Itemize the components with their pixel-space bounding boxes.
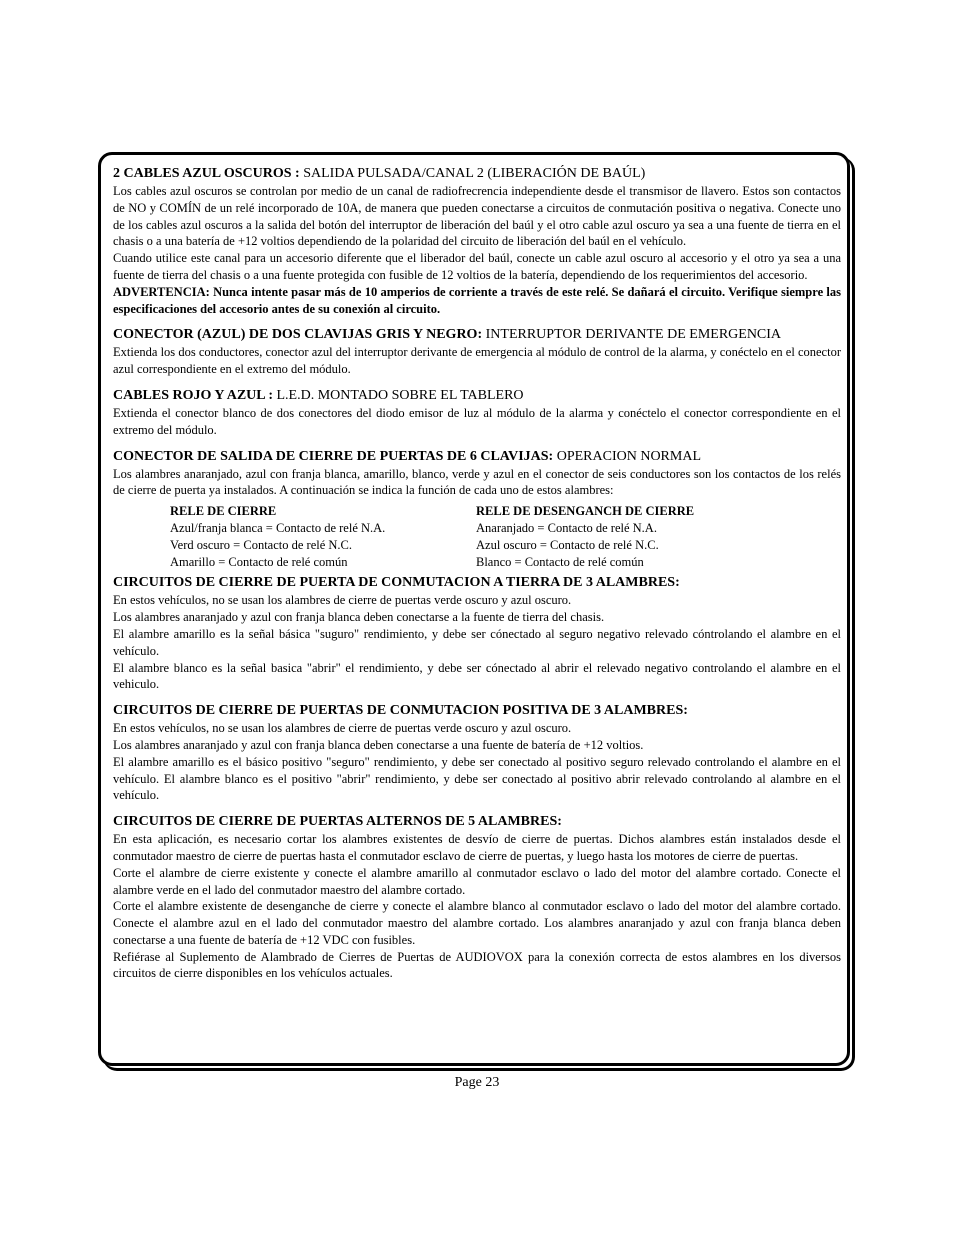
section-heading: CONECTOR DE SALIDA DE CIERRE DE PUERTAS DE 6 CLAVIJAS: OPERACION NORMAL (113, 448, 702, 464)
relay-line: Verd oscuro = Contacto de relé N.C. (170, 537, 353, 552)
section-heading: CONECTOR (AZUL) DE DOS CLAVIJAS GRIS Y NEGRO: INTERRUPTOR DERIVANTE DE EMERGENCIA (113, 327, 782, 343)
paragraph: En estos vehículos, no se usan los alambres de cierre de puertas verde oscuro y azul oscuro. (113, 593, 572, 608)
paragraph: Los cables azul oscuros se controlan por medio de un canal de radiofrecrencia independiente desde el transmisor de llavero. Estos son contactos de NO y COMÍN de un relé incorporado de 10A, de manera que pueden conectarse a circuitos de conmutación positiva o negativa. Conecte uno de los cables azul oscuros a la salida del botón del interruptor de liberación del baúl y el otro cable azul oscuro ya sea a una fuente de tierra en el chasis o a una batería de +12 voltios dependiendo de la polaridad del circuito de liberación del baúl en el vehículo. (113, 184, 841, 249)
page-content (113, 164, 841, 990)
relay-line: Anaranjado = Contacto de relé N.A. (476, 520, 657, 535)
paragraph: En estos vehículos, no se usan los alambres de cierre de puertas verde oscuro y azul oscuro. (113, 721, 572, 736)
relay-line: Blanco = Contacto de relé común (476, 554, 644, 569)
relay-line: Azul oscuro = Contacto de relé N.C. (476, 537, 659, 552)
section-trunk-release (113, 164, 841, 317)
section-heading: CIRCUITOS DE CIERRE DE PUERTA DE CONMUTACION A TIERRA DE 3 ALAMBRES: (113, 575, 680, 591)
relay-lock-column (170, 503, 476, 570)
section-led (113, 386, 841, 439)
relay-line: Azul/franja blanca = Contacto de relé N.A. (170, 520, 386, 535)
section-five-wire (113, 812, 841, 982)
paragraph: Los alambres anaranjado y azul con franja blanca deben conectarse a la fuente de tierra del chasis. (113, 610, 605, 625)
section-positive-switching (113, 701, 841, 804)
paragraph: En esta aplicación, es necesario cortar los alambres existentes de desvío de cierre de puertas. Dichos alambres están instalados desde el conmutador maestro de cierre de puertas hasta el conmutador esclavo de cierre de puertas, y luego hasta los motores de cierre de puertas. (113, 832, 841, 863)
relay-heading: RELE DE DESENGANCH DE CIERRE (476, 504, 695, 519)
page-number: Page 23 (454, 1075, 500, 1090)
paragraph: Extienda el conector blanco de dos conectores del diodo emisor de luz al módulo de la alarma y conéctelo el conector correspondiente en el extremo del módulo. (113, 405, 841, 437)
paragraph: Refiérase al Suplemento de Alambrado de Cierres de Puertas de AUDIOVOX para la conexión correcta de estos alambres en los diversos circuitos de cierre disponibles en los vehículos actuales. (113, 949, 841, 981)
paragraph: Los alambres anaranjado, azul con franja blanca, amarillo, blanco, verde y azul en el conector de seis conductores son los contactos de los relés de cierre de puerta ya instalados. A continuación se indica la función de cada uno de estos alambres: (113, 466, 841, 498)
section-ground-switching (113, 573, 841, 693)
paragraph: Los alambres anaranjado y azul con franja blanca deben conectarse a una fuente de batería de +12 voltios. (113, 737, 644, 752)
relay-line: Amarillo = Contacto de relé común (170, 554, 348, 569)
section-heading: CABLES ROJO Y AZUL : L.E.D. MONTADO SOBRE EL TABLERO (113, 387, 524, 403)
relay-table (170, 503, 841, 570)
relay-unlock-column (476, 503, 782, 570)
relay-heading: RELE DE CIERRE (170, 504, 277, 519)
paragraph: El alambre amarillo es el básico positivo "seguro" rendimiento, y debe ser conectado al positivo seguro relevado controlando el alambre en el vehículo. El alambre blanco es el positivo "abrir" rendimiento, y debe ser conectado al positivo abrir relevado controlando al alambre en el vehículo. (113, 754, 841, 803)
section-emergency-switch (113, 325, 841, 378)
paragraph: El alambre amarillo es la señal básica "suguro" rendimiento, y debe ser cónectado al seguro negativo relevado cóntrolando el alambre en el vehículo. (113, 626, 841, 658)
warning-text: ADVERTENCIA: Nunca intente pasar más de 10 amperios de corriente a través de este relé. Se dañará el circuito. Verifique siempre las especificaciones del accesorio antes de su conexión al circuito. (113, 284, 841, 316)
section-heading: CIRCUITOS DE CIERRE DE PUERTAS DE CONMUTACION POSITIVA DE 3 ALAMBRES: (113, 703, 688, 719)
paragraph: Extienda los dos conductores, conector azul del interruptor derivante de emergencia al módulo de control de la alarma, y conéctelo en el conector azul correspondiente en el extremo del módulo. (113, 345, 841, 377)
section-door-lock-connector (113, 447, 841, 571)
paragraph: Corte el alambre de cierre existente y conecte el alambre amarillo al conmutador esclavo o lado del motor del alambre cortado. Conecte el alambre verde en el lado del conmutador maestro del alambre cortado. (113, 865, 841, 897)
paragraph: Cuando utilice este canal para un accesorio diferente que el liberador del baúl, conecte un cable azul oscuro al accesorio y el otro ya sea a una fuente de tierra del chasis o a una fuente protegida con fusible de 12 voltios de la batería, dependiendo de los requerimientos del accesorio. (113, 251, 841, 282)
section-heading: CIRCUITOS DE CIERRE DE PUERTAS ALTERNOS DE 5 ALAMBRES: (113, 814, 562, 830)
paragraph: Corte el alambre existente de desenganche de cierre y conecte el alambre blanco al conmutador esclavo o lado del motor del alambre cortado. Conecte el alambre azul en el lado del conmutador maestro del alambre cortado. Los alambres anaranjado y azul con franja blanca deben conectarse a una fuente de batería de +12 VDC con fusibles. (113, 899, 841, 947)
paragraph: El alambre blanco es la señal basica "abrir" el rendimiento, y debe ser cónectado al abrir el relevado negativo controlando el alambre en el vehiculo. (113, 660, 841, 692)
section-heading: 2 CABLES AZUL OSCUROS : SALIDA PULSADA/CANAL 2 (LIBERACIÓN DE BAÚL) (113, 166, 646, 181)
